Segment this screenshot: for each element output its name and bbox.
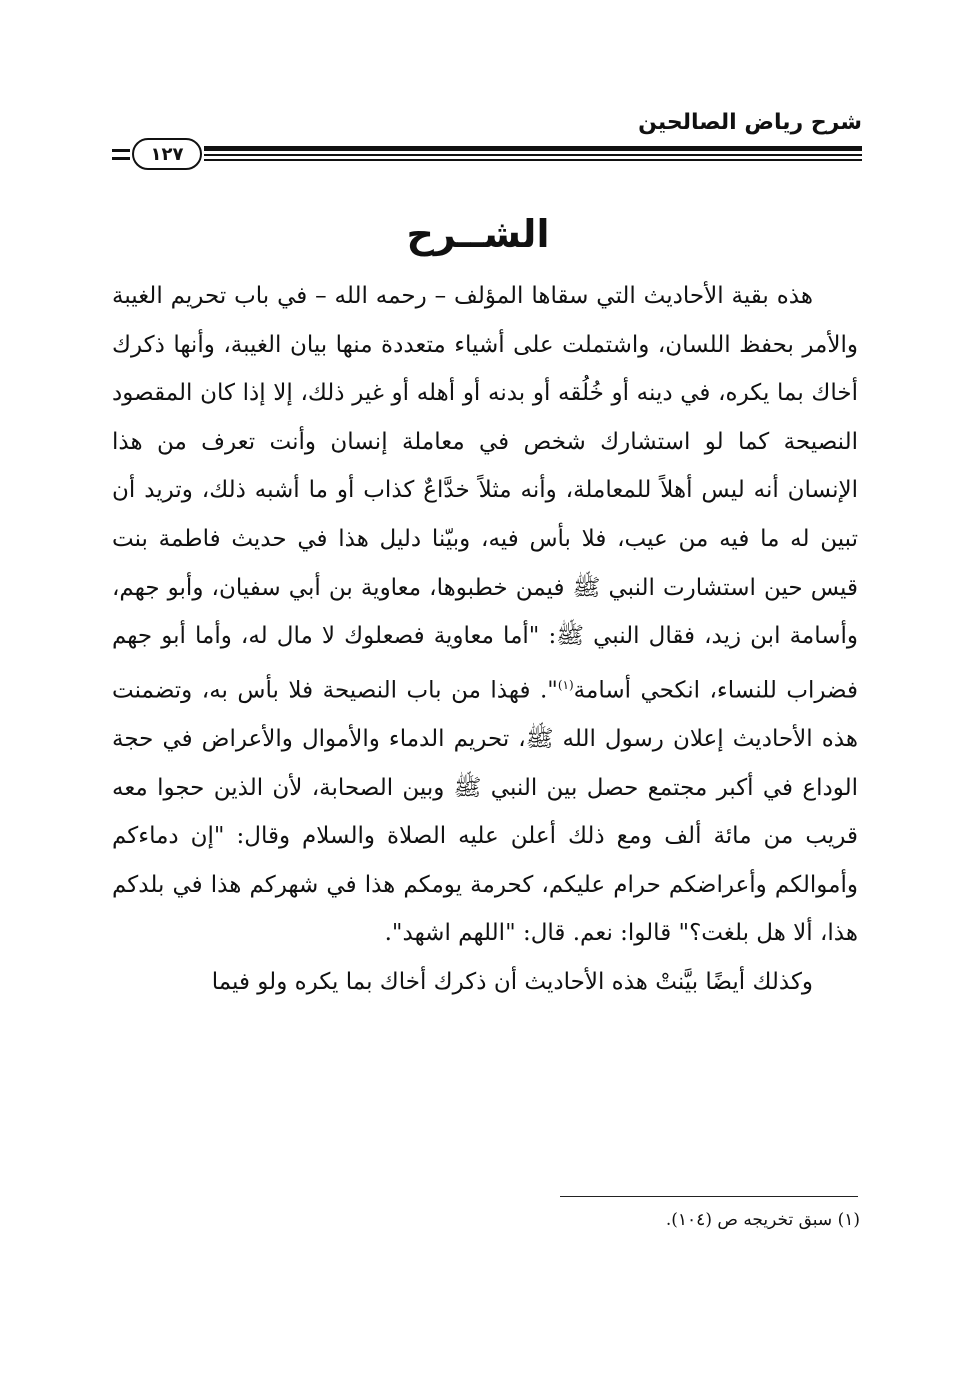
header-rule-thick	[204, 146, 862, 151]
header-rule-stub-lower	[112, 157, 130, 160]
page-number-badge	[132, 138, 202, 170]
paragraph	[112, 272, 858, 958]
running-header	[112, 110, 862, 180]
footnote-divider	[560, 1196, 858, 1197]
paragraph-text: وكذلك أيضًا بيَّنتْ هذه الأحاديث أن ذكرك أخاك بما يكره ولو فيما	[211, 968, 813, 995]
header-rule-stub	[112, 149, 130, 152]
page-number: ١٢٧	[150, 143, 184, 165]
paragraph-text: هذه بقية الأحاديث التي سقاها المؤلف – رحمه الله – في باب تحريم الغيبة والأمر بحفظ اللسان، واشتملت على أشياء متعددة منها بيان الغيبة، وأنها ذكرك أخاك بما يكره، في دينه أو خُلُقه أو بدنه أو أهله أو غير ذلك، إلا إذا كان المقصود النصيحة كما لو استشارك شخص في معاملة إنسان وأنت تعرف من هذا الإنسان أنه ليس أهلاً للمعاملة، وأنه مثلاً خدَّاعٌ كذاب أو ما أشبه ذلك، وتريد أن تبين له ما فيه من عيب، فلا بأس فيه، وبيّنا دليل هذا في حديث فاطمة بنت قيس حين استشارت النبي ﷺ فيمن خطبوها، معاوية بن أبي سفيان، وأبو جهم، وأسامة ابن زيد، فقال النبي ﷺ: "أما معاوية فصعلوك لا مال له، وأما أبو جهم فضراب للنساء، انكحي أسامة	[112, 283, 858, 704]
paragraph	[112, 958, 858, 1007]
footnote: (١) سبق تخريجه ص (١٠٤).	[665, 1210, 860, 1230]
book-title: شرح رياض الصالحين	[638, 110, 862, 135]
footnote-marker: (١)	[557, 677, 574, 692]
paragraph-text-continued: ". فهذا من باب النصيحة فلا بأس به، وتضمنت هذه الأحاديث إعلان رسول الله ﷺ، تحريم الدماء والأموال والأعراض في حجة الوداع في أكبر مجتمع حصل بين النبي ﷺ وبين الصحابة، لأن الذين حجوا معه قريب من مائة ألف ومع ذلك أعلن عليه الصلاة والسلام وقال: "إن دماءكم وأموالكم وأعراضكم حرام عليكم، كحرمة يومكم هذا في شهركم هذا في بلدكم هذا، ألا هل بلغت؟" قالوا: نعم. قال: "اللهم اشهد".	[112, 677, 858, 947]
header-rule-thin-lower	[204, 159, 862, 161]
header-rule-thin	[204, 154, 862, 156]
body-text	[112, 272, 858, 1007]
section-title: الشــرح	[406, 212, 550, 256]
